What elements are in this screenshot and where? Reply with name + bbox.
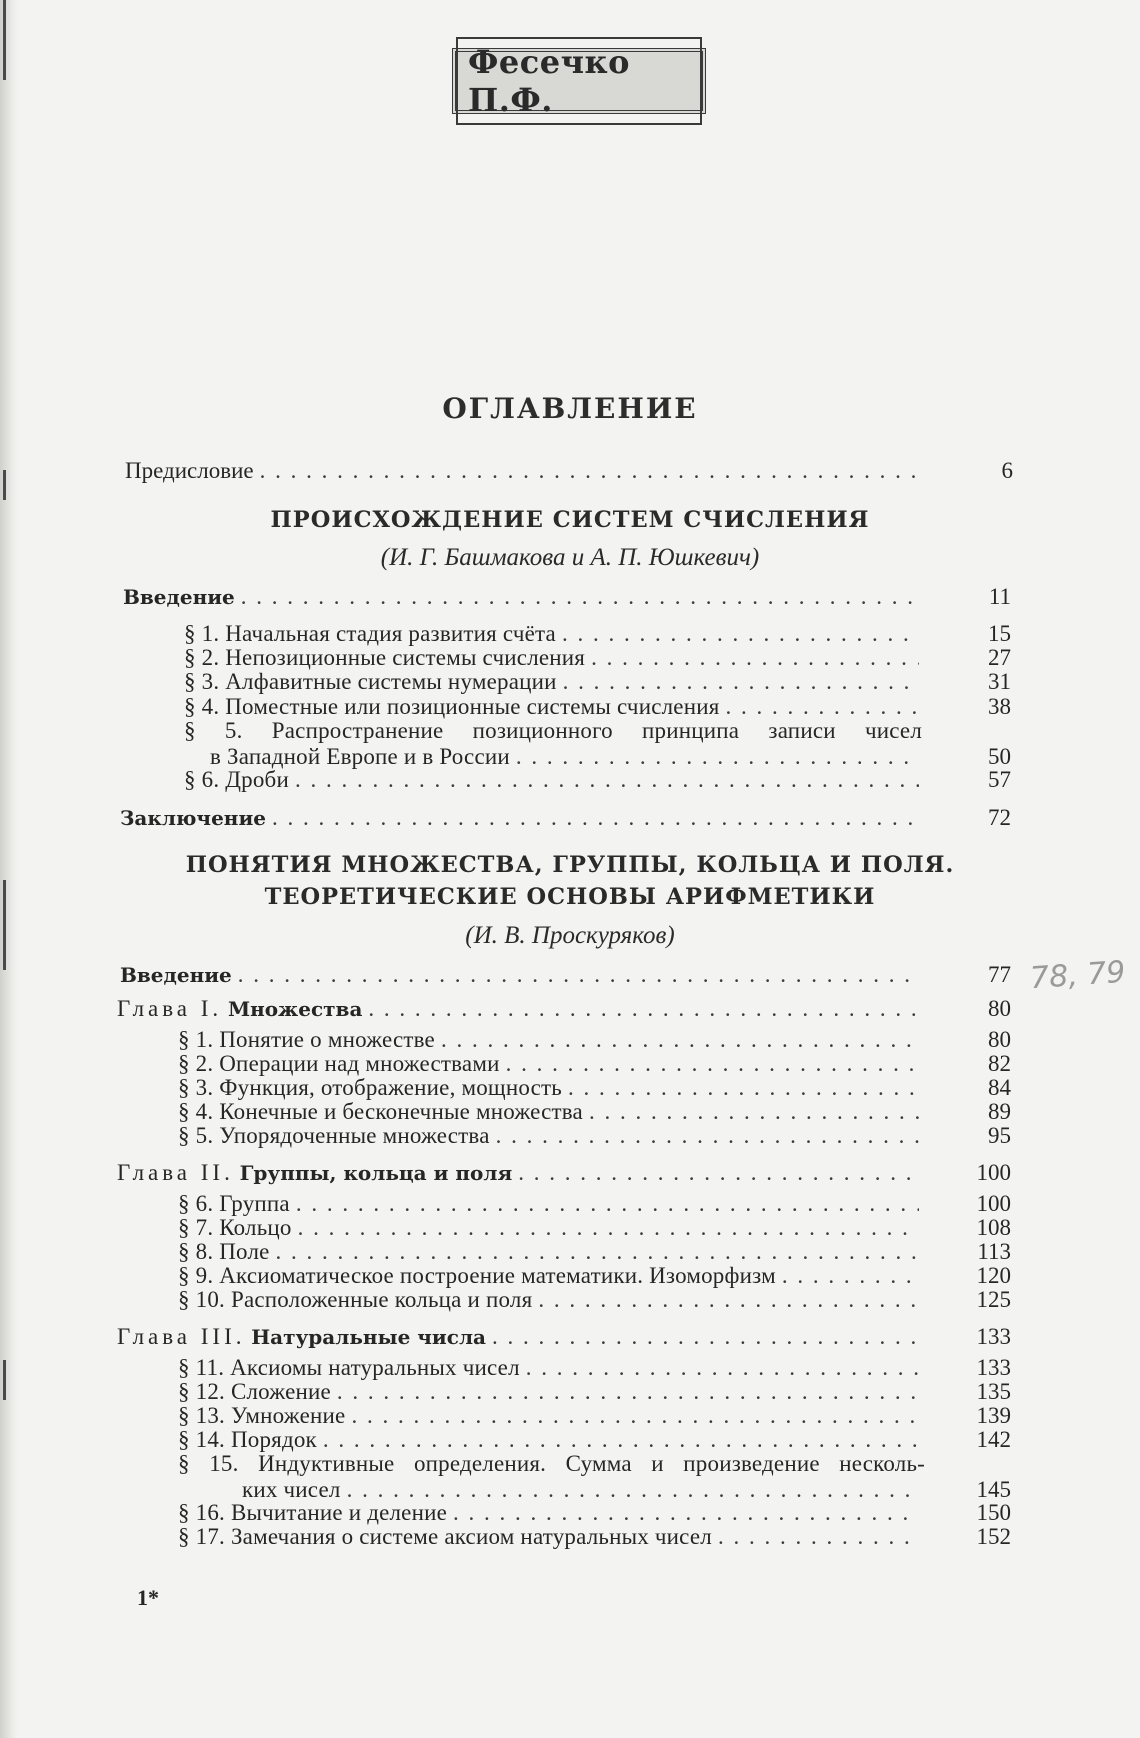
toc-entry-section[interactable] [178,1379,1011,1405]
leader-dots [506,1051,919,1077]
toc-entry-label: § 4. Поместные или позиционные системы счисления [184,694,720,719]
toc-entry-label: § 3. Функция, отображение, мощность [178,1075,562,1100]
signature-mark: 1* [137,1585,159,1610]
toc-entry-page: 142 [976,1427,1011,1452]
leader-dots [453,1500,919,1526]
toc-entry-section[interactable] [178,1215,1011,1241]
toc-entry-section[interactable] [184,621,1011,647]
toc-entry-label: § 5. Упорядоченные множества [178,1123,490,1148]
toc-chapter-2[interactable] [117,1160,1011,1186]
chapter-heading [117,1324,486,1350]
toc-entry-section[interactable] [178,1263,1011,1289]
toc-entry-label: § 12. Сложение [178,1379,331,1404]
leader-dots [782,1263,919,1289]
leader-dots [589,1099,919,1125]
toc-entry-label: § 4. Конечные и бесконечные множества [178,1099,583,1124]
leader-dots [538,1287,919,1313]
leader-dots [726,694,920,720]
toc-entry-label: § 17. Замечания о системе аксиом натуральных чисел [178,1524,712,1549]
toc-entry-section[interactable] [184,669,1011,695]
leader-dots [241,584,919,610]
toc-entry-page: 50 [988,744,1011,769]
toc-entry-section[interactable] [178,1123,1011,1149]
leader-dots [562,621,919,647]
toc-entry-label: § 7. Кольцо [178,1215,292,1240]
toc-entry-page: 135 [976,1379,1011,1404]
leader-dots [526,1355,919,1381]
toc-entry-label: § 3. Алфавитные системы нумерации [184,669,557,694]
toc-entry-section[interactable] [178,1239,1011,1265]
toc-entry-page: 72 [988,805,1011,830]
toc-entry-introduction[interactable] [120,962,1011,988]
chapter-heading [117,1160,512,1186]
toc-entry-section[interactable] [178,1451,1011,1503]
toc-entry-page: 89 [988,1099,1011,1124]
handwritten-note: 78, 79 [1028,954,1127,997]
toc-entry-label: § 15. Индуктивные определения. Сумма и произведение несколь- [178,1451,925,1476]
chapter-prefix: Глава III. [117,1324,246,1349]
part-authors: (И. Г. Башмакова и А. П. Юшкевич) [380,544,760,571]
toc-entry-section[interactable] [184,645,1011,671]
toc-entry-page: 82 [988,1051,1011,1076]
leader-dots [337,1379,919,1405]
toc-entry-section[interactable] [178,1099,1011,1125]
leader-dots [368,996,919,1022]
toc-entry-label: § 13. Умножение [178,1403,346,1428]
leader-dots [441,1027,919,1053]
toc-entry-section[interactable] [178,1403,1011,1429]
toc-entry-page: 139 [976,1403,1011,1428]
toc-entry-label: Предисловие [125,458,254,483]
toc-entry-section[interactable] [178,1427,1011,1453]
leader-dots [718,1524,919,1550]
leader-dots [568,1075,919,1101]
toc-entry-section[interactable] [178,1500,1011,1526]
chapter-prefix: Глава II. [117,1160,234,1185]
leader-dots [295,767,919,793]
toc-entry-page: 6 [1001,458,1013,483]
toc-entry-page: 150 [976,1500,1011,1525]
toc-entry-page: 11 [988,584,1011,609]
leader-dots [298,1215,919,1241]
toc-entry-label: § 6. Группа [178,1191,290,1216]
toc-entry-page: 38 [988,694,1011,719]
toc-entry-label: § 9. Аксиоматическое построение математики. Изоморфизм [178,1263,776,1288]
toc-chapter-1[interactable] [117,996,1011,1022]
toc-entry-label: § 1. Начальная стадия развития счёта [184,621,556,646]
toc-entry-section[interactable] [178,1051,1011,1077]
toc-entry-page: 77 [988,962,1011,987]
leader-dots [563,669,919,695]
part-title: ТЕОРЕТИЧЕСКИЕ ОСНОВЫ АРИФМЕТИКИ [264,884,876,910]
toc-entry-label: § 11. Аксиомы натуральных чисел [178,1355,520,1380]
toc-entry-label-cont: ких чисел [242,1477,341,1502]
owner-stamp-text: Фесечко П.Ф. [456,37,702,125]
toc-entry-page: 100 [976,1191,1011,1216]
toc-entry-page: 27 [988,645,1011,670]
toc-entry-section[interactable] [178,1191,1011,1217]
toc-entry-label: § 8. Поле [178,1239,270,1264]
owner-stamp [452,43,706,119]
toc-entry-section[interactable] [184,767,1011,793]
toc-entry-page: 84 [988,1075,1011,1100]
toc-entry-page: 120 [976,1263,1011,1288]
leader-dots [496,1123,919,1149]
toc-entry-section[interactable] [178,1027,1011,1053]
toc-entry-label: § 1. Понятие о множестве [178,1027,435,1052]
chapter-name: Множества [227,997,363,1021]
part-authors: (И. В. Проскуряков) [465,922,675,949]
leader-dots [276,1239,919,1265]
chapter-prefix: Глава I. [117,996,223,1021]
toc-entry-section[interactable] [184,718,1011,770]
toc-chapter-3[interactable] [117,1324,1011,1350]
toc-entry-page: 152 [976,1524,1011,1549]
leader-dots [518,1160,919,1186]
toc-entry-page: 15 [988,621,1011,646]
toc-entry-label-cont: в Западной Европе и в России [210,744,510,769]
toc-entry-page: 133 [976,1324,1011,1349]
toc-entry-label: § 14. Порядок [178,1427,317,1452]
toc-entry-preface[interactable] [125,458,1013,484]
toc-entry-label: § 5. Распространение позиционного принципа записи чисел [184,718,922,743]
leader-dots [260,458,921,484]
toc-entry-page: 80 [988,996,1011,1021]
toc-entry-label: Введение [123,585,235,609]
binding-mark [3,470,6,500]
toc-entry-label: § 6. Дроби [184,767,289,792]
leader-dots [296,1191,919,1217]
leader-dots [591,645,919,671]
binding-mark [3,0,6,80]
toc-entry-label: § 10. Расположенные кольца и поля [178,1287,533,1312]
toc-entry-page: 113 [977,1239,1011,1264]
toc-entry-page: 100 [976,1160,1011,1185]
toc-entry-page: 145 [976,1477,1011,1502]
toc-entry-section[interactable] [178,1355,1011,1381]
toc-entry-label: § 2. Непозиционные системы счисления [184,645,586,670]
binding-mark [3,1360,6,1400]
chapter-name: Группы, кольца и поля [239,1161,513,1185]
toc-entry-page: 57 [988,767,1011,792]
chapter-heading [117,996,362,1022]
toc-entry-label: Заключение [120,806,266,830]
toc-entry-label: § 2. Операции над множествами [178,1051,500,1076]
toc-entry-page: 95 [988,1123,1011,1148]
toc-entry-label: Введение [120,963,232,987]
toc-entry-page: 108 [976,1215,1011,1240]
toc-entry-section[interactable] [178,1524,1011,1550]
toc-entry-conclusion[interactable] [120,805,1011,831]
leader-dots [272,805,919,831]
toc-entry-introduction[interactable] [123,584,1011,610]
part-title: ПОНЯТИЯ МНОЖЕСТВА, ГРУППЫ, КОЛЬЦА И ПОЛЯ. [185,852,955,878]
toc-entry-label: § 16. Вычитание и деление [178,1500,448,1525]
leader-dots [238,962,919,988]
toc-entry-page: 125 [976,1287,1011,1312]
toc-entry-section[interactable] [178,1287,1011,1313]
toc-entry-section[interactable] [184,694,1011,720]
part-title: ПРОИСХОЖДЕНИЕ СИСТЕМ СЧИСЛЕНИЯ [270,507,870,533]
leader-dots [323,1427,919,1453]
leader-dots [351,1403,919,1429]
toc-entry-section[interactable] [178,1075,1011,1101]
toc-entry-page: 80 [988,1027,1011,1052]
chapter-name: Натуральные числа [251,1325,487,1349]
leader-dots [492,1324,919,1350]
toc-entry-page: 133 [976,1355,1011,1380]
toc-entry-page: 31 [988,669,1011,694]
page-title: ОГЛАВЛЕНИЕ [442,392,698,425]
